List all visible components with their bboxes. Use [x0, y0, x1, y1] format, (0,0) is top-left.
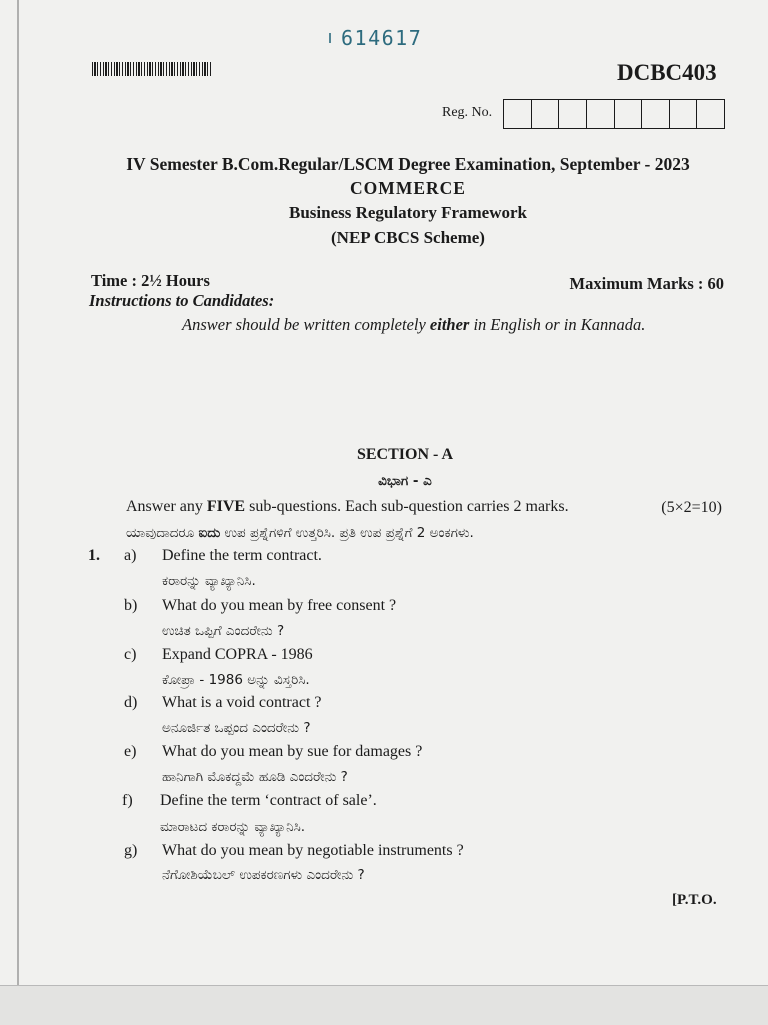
section-instruction-kannada-part: ಉಪ ಪ್ರಶ್ನೆಗಳಿಗೆ ಉತ್ತರಿಸಿ. ಪ್ರತಿ ಉಪ ಪ್ರಶ್ನೆಗೆ 2 ಅಂಕಗಳು. — [220, 525, 474, 541]
section-marks: (5×2=10) — [661, 499, 722, 516]
section-instruction-kannada-count: ಐದು — [198, 525, 221, 541]
instructions-heading: Instructions to Candidates: — [89, 291, 275, 310]
scheme-title: (NEP CBCS Scheme) — [331, 228, 485, 247]
reg-no-boxes — [503, 99, 725, 129]
section-title: SECTION - A — [356, 446, 454, 463]
language-instruction — [182, 315, 645, 335]
time-allowed: Time : 2½ Hours — [91, 271, 210, 290]
section-instruction-kannada-part: ಯಾವುದಾದರೂ — [126, 525, 199, 541]
sub-question-text: What do you mean by negotiable instruments ? — [162, 842, 464, 859]
sub-question-label: b) — [124, 597, 138, 614]
sub-question-text-kannada: ಕರಾರನ್ನು ವ್ಯಾಖ್ಯಾನಿಸಿ. — [162, 573, 256, 589]
exam-title: IV Semester B.Com.Regular/LSCM Degree Examination, September - 2023 — [126, 154, 690, 174]
language-instruction-part: Answer should be written completely — [182, 315, 430, 334]
reg-no-box — [697, 100, 724, 128]
reg-no-box — [504, 100, 532, 128]
reg-no-box — [642, 100, 670, 128]
section-instruction-count: FIVE — [206, 498, 246, 515]
section-instruction — [126, 497, 569, 517]
section-instruction-part: Answer any — [126, 498, 207, 515]
sub-question-text-kannada: ಕೋಪ್ರಾ - 1986 ಅನ್ನು ವಿಸ್ತರಿಸಿ. — [162, 672, 310, 688]
sub-question-text: Expand COPRA - 1986 — [162, 646, 313, 663]
scan-left-edge — [17, 0, 19, 985]
section-instruction-part: sub-questions. Each sub-question carries 2 marks. — [245, 498, 569, 515]
language-instruction-emphasis: either — [429, 315, 470, 334]
sub-question-text-kannada: ಮಾರಾಟದ ಕರಾರನ್ನು ವ್ಯಾಖ್ಯಾನಿಸಿ. — [160, 819, 306, 835]
paper-title: Business Regulatory Framework — [289, 203, 527, 222]
sub-question-text: Define the term ‘contract of sale’. — [160, 792, 377, 809]
question-number: 1. — [88, 547, 100, 564]
sub-question-text: What is a void contract ? — [162, 694, 322, 711]
sub-question-label: g) — [124, 842, 138, 859]
sub-question-text: What do you mean by free consent ? — [162, 597, 397, 614]
reg-no-box — [670, 100, 698, 128]
stamp-tick-mark — [329, 33, 331, 43]
sub-question-text: What do you mean by sue for damages ? — [162, 743, 423, 760]
sub-question-text-kannada: ಉಚಿತ ಒಪ್ಪಿಗೆ ಎಂದರೇನು ? — [162, 623, 285, 639]
barcode — [92, 62, 212, 76]
sub-question-label: d) — [124, 694, 138, 711]
sub-question-label: c) — [124, 646, 137, 663]
reg-no-box — [587, 100, 615, 128]
reg-no-box — [532, 100, 560, 128]
scan-bottom-margin — [0, 985, 768, 1025]
maximum-marks: Maximum Marks : 60 — [569, 274, 724, 293]
sub-question-text-kannada: ಅನೂರ್ಜಿತ ಒಪ್ಪಂದ ಎಂದರೇನು ? — [162, 720, 311, 736]
sub-question-label: a) — [124, 547, 137, 564]
reg-no-box — [559, 100, 587, 128]
please-turn-over: [P.T.O. — [672, 892, 717, 908]
sub-question-text-kannada: ನೆಗೋಶಿಯೆಬಲ್ ಉಪಕರಣಗಳು ಎಂದರೇನು ? — [162, 867, 365, 883]
section-title-kannada: ವಿಭಾಗ - ಎ — [378, 473, 432, 489]
subject-title: COMMERCE — [350, 178, 466, 198]
sub-question-label: e) — [124, 743, 137, 760]
reg-no-box — [615, 100, 643, 128]
language-instruction-part: in English or in Kannada. — [469, 315, 646, 334]
reg-no-label: Reg. No. — [442, 105, 493, 120]
sub-question-text-kannada: ಹಾನಿಗಾಗಿ ಮೊಕದ್ದಮೆ ಹೂಡಿ ಎಂದರೇನು ? — [162, 769, 348, 785]
paper-code: DCBC403 — [617, 60, 717, 85]
sub-question-label: f) — [122, 792, 133, 809]
sub-question-text: Define the term contract. — [162, 547, 322, 564]
section-instruction-kannada — [126, 523, 474, 543]
stamp-number: 614617 — [341, 26, 423, 50]
